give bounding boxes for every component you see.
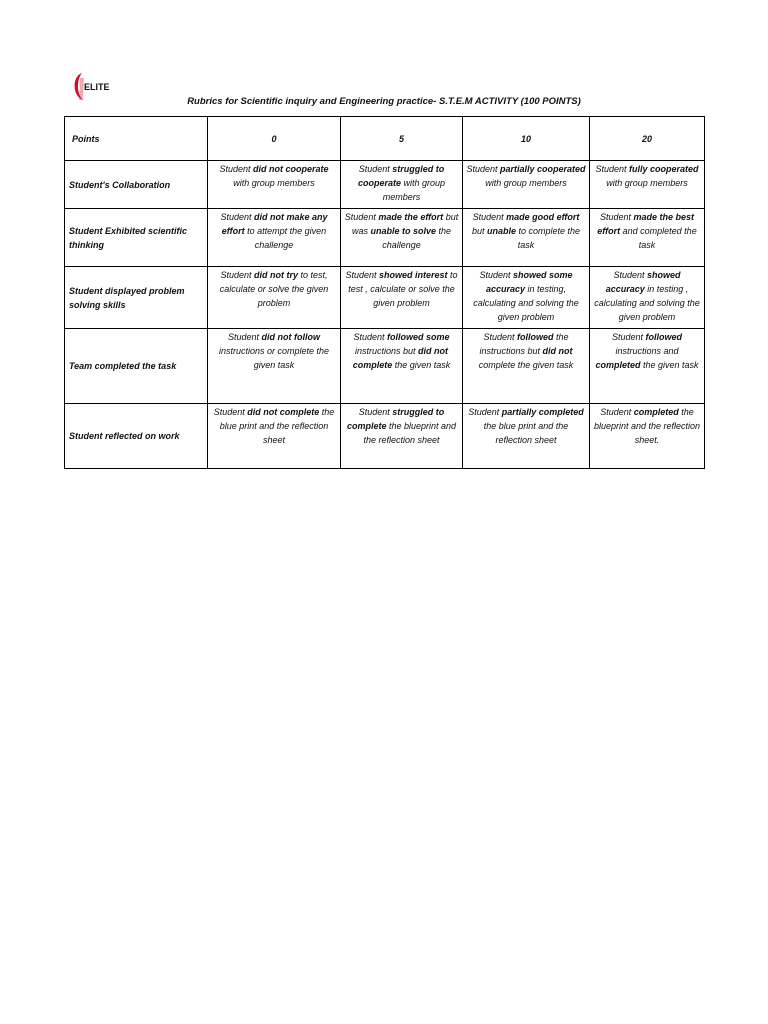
- criterion-label: Student displayed problem solving skills: [65, 267, 208, 329]
- rubric-description: Student did not complete the blue print and the reflection sheet: [208, 404, 341, 469]
- rubric-description: Student showed accuracy in testing , calculating and solving the given problem: [590, 267, 705, 329]
- rubric-description: Student partially cooperated with group members: [463, 161, 590, 209]
- criterion-label: Team completed the task: [65, 329, 208, 404]
- rubric-row: [65, 267, 705, 329]
- rubric-description: Student made good effort but unable to complete the task: [463, 209, 590, 267]
- rubric-description: Student partially completed the blue print and the reflection sheet: [463, 404, 590, 469]
- rubric-description: Student showed some accuracy in testing, calculating and solving the given problem: [463, 267, 590, 329]
- rubric-description: Student made the effort but was unable to solve the challenge: [341, 209, 463, 267]
- rubric-row: [65, 404, 705, 469]
- criterion-label: Student's Collaboration: [65, 161, 208, 209]
- rubric-description: Student struggled to cooperate with group members: [341, 161, 463, 209]
- rubric-description: Student did not cooperate with group members: [208, 161, 341, 209]
- rubric-description: Student struggled to complete the blueprint and the reflection sheet: [341, 404, 463, 469]
- logo-text: ELITE: [84, 82, 110, 92]
- rubric-description: Student showed interest to test , calculate or solve the given problem: [341, 267, 463, 329]
- rubric-description: Student completed the blueprint and the reflection sheet.: [590, 404, 705, 469]
- score-header: 5: [341, 117, 463, 161]
- criterion-label: Student Exhibited scientific thinking: [65, 209, 208, 267]
- rubric-description: Student made the best effort and completed the task: [590, 209, 705, 267]
- header-row: [65, 117, 705, 161]
- rubric-row: [65, 209, 705, 267]
- rubric-description: Student followed the instructions but did not complete the given task: [463, 329, 590, 404]
- score-header: 10: [463, 117, 590, 161]
- rubric-description: Student followed some instructions but did not complete the given task: [341, 329, 463, 404]
- rubric-description: Student followed instructions and completed the given task: [590, 329, 705, 404]
- criterion-label: Student reflected on work: [65, 404, 208, 469]
- rubric-table: [64, 116, 705, 469]
- rubric-row: [65, 329, 705, 404]
- page-title: Rubrics for Scientific inquiry and Engineering practice- S.T.E.M ACTIVITY (100 POINTS): [187, 96, 581, 107]
- points-header: Points: [65, 117, 208, 161]
- score-header: 0: [208, 117, 341, 161]
- rubric-description: Student did not try to test, calculate or solve the given problem: [208, 267, 341, 329]
- rubric-row: [65, 161, 705, 209]
- score-header: 20: [590, 117, 705, 161]
- rubric-description: Student did not make any effort to attempt the given challenge: [208, 209, 341, 267]
- rubric-description: Student fully cooperated with group members: [590, 161, 705, 209]
- rubric-description: Student did not follow instructions or complete the given task: [208, 329, 341, 404]
